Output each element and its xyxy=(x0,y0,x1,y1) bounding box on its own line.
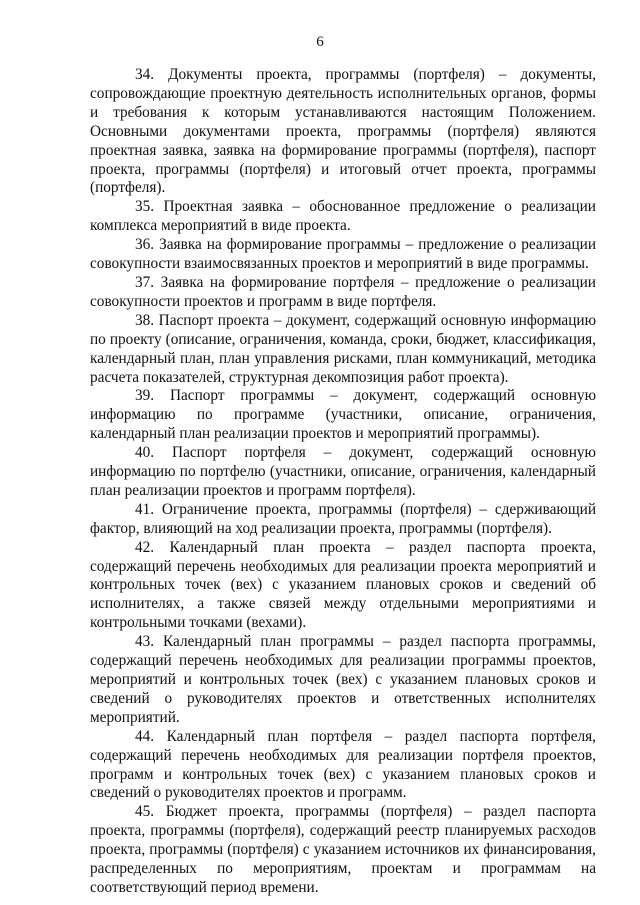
paragraph-number: 36. xyxy=(135,236,155,254)
paragraph-39 xyxy=(90,387,596,444)
paragraph-number: 39. xyxy=(135,387,155,405)
paragraph-text: Календарный план проекта – раздел паспорта проекта, содержащий перечень необходимых для реализации проекта мероприятий и контрольных точек (вех) с указанием плановых сроков и сведений об исполнителях, а также связей между отдельными мероприятиями и контрольными точками (вехами). xyxy=(90,538,596,632)
paragraph-text: Календарный план портфеля – раздел паспорта портфеля, содержащий перечень необходимых для реализации портфеля проектов, программ и контрольных точек (вех) с указанием плановых сроков и сведений о руководителях проектов и программ. xyxy=(90,727,596,802)
paragraph-text: Календарный план программы – раздел паспорта программы, содержащий перечень необходимых для реализации программы проектов, мероприятий и контрольных точек (вех) с указанием плановых сроков и сведений о руководителях проектов и ответственных исполнителях мероприятий. xyxy=(90,633,596,726)
paragraph-number: 37. xyxy=(135,273,155,291)
paragraph-40 xyxy=(90,444,596,501)
paragraph-number: 40. xyxy=(135,444,155,462)
paragraph-38 xyxy=(90,312,596,388)
paragraph-37 xyxy=(90,274,596,312)
paragraph-36 xyxy=(90,236,596,274)
paragraph-text: Заявка на формирование программы – предложение о реализации совокупности взаимосвязанных проектов и мероприятий в виде программы. xyxy=(90,236,597,273)
paragraph-34 xyxy=(90,66,596,198)
paragraph-42 xyxy=(90,539,596,634)
paragraph-text: Документы проекта, программы (портфеля) – документы, сопровождающие проектную деятельность исполнительных органов, формы и требования к которым устанавливаются настоящим Положением. Основными документами проекта, программы (портфеля) являются проектная заявка, заявка на формирование программы (портфеля), паспорт проекта, программы (портфеля) и итоговый отчет проекта, программы (портфеля). xyxy=(90,66,596,197)
paragraph-35 xyxy=(90,198,596,236)
paragraph-text: Заявка на формирование портфеля – предложение о реализации совокупности проектов и программ в виде портфеля. xyxy=(90,273,596,310)
paragraph-text: Ограничение проекта, программы (портфеля) – сдерживающий фактор, влияющий на ход реализации проекта, программы (портфеля). xyxy=(90,500,596,537)
paragraph-44 xyxy=(90,728,596,804)
paragraph-43 xyxy=(90,633,596,728)
document-body xyxy=(90,66,596,898)
paragraph-number: 42. xyxy=(135,538,155,556)
page-number: 6 xyxy=(316,34,324,50)
paragraph-number: 38. xyxy=(135,311,155,329)
paragraph-text: Паспорт программы – документ, содержащий основную информацию по программе (участники, описание, ограничения, календарный план реализации проектов и мероприятий программы). xyxy=(90,387,597,443)
paragraph-text: Бюджет проекта, программы (портфеля) – раздел паспорта проекта, программы (портфеля), содержащий реестр планируемых расходов проекта, программы (портфеля) с указанием источников их финансирования, распределенных по мероприятиям, проектам и программам на соответствующий период времени. xyxy=(90,803,596,896)
paragraph-45 xyxy=(90,803,596,898)
paragraph-number: 34. xyxy=(135,66,155,83)
paragraph-41 xyxy=(90,501,596,539)
paragraph-number: 43. xyxy=(135,633,155,651)
paragraph-text: Проектная заявка – обоснованное предложение о реализации комплекса мероприятий в виде проекта. xyxy=(90,198,596,235)
paragraph-text: Паспорт портфеля – документ, содержащий основную информацию по портфелю (участники, описание, ограничения, календарный план реализации проектов и программ портфеля). xyxy=(90,444,596,499)
paragraph-number: 35. xyxy=(135,198,155,216)
paragraph-number: 45. xyxy=(135,803,155,821)
paragraph-text: Паспорт проекта – документ, содержащий основную информацию по проекту (описание, ограничения, команда, сроки, бюджет, классификация, календарный план, план управления рисками, план коммуникаций, методика расчета показателей, структурная декомпозиция работ проекта). xyxy=(90,311,596,386)
paragraph-number: 44. xyxy=(135,727,155,745)
paragraph-number: 41. xyxy=(135,500,155,518)
